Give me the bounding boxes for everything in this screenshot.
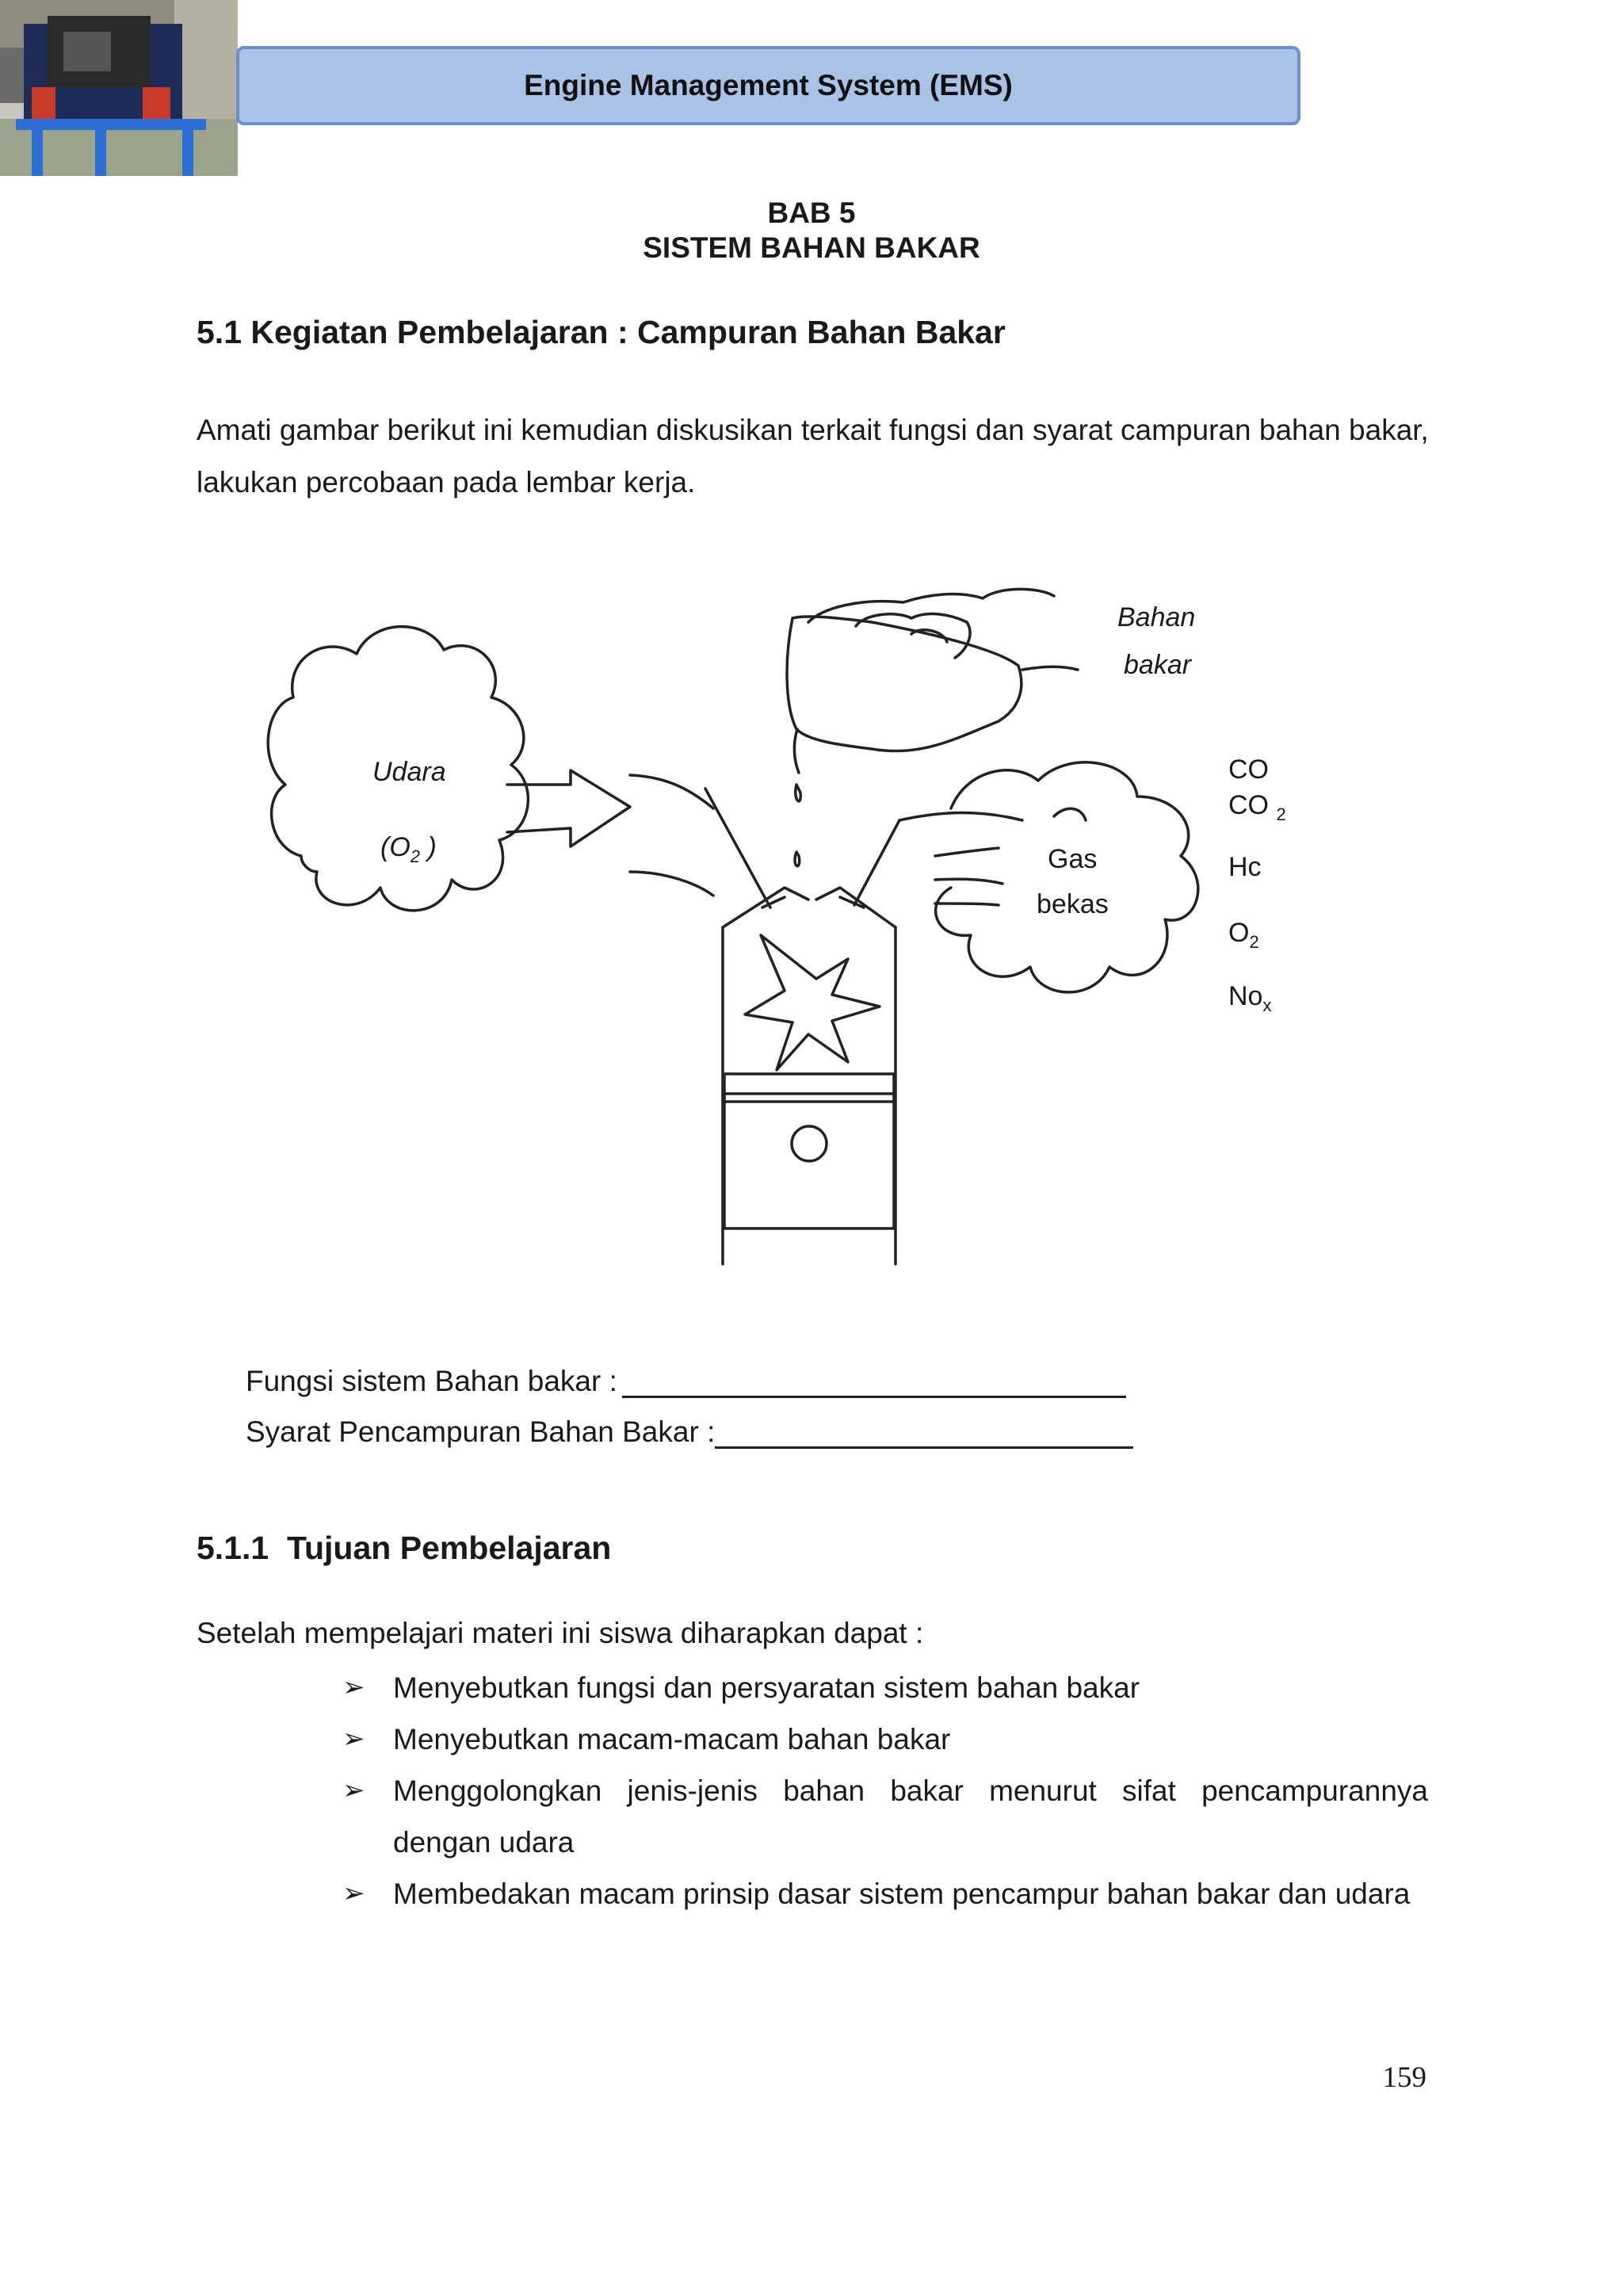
subsection-title: 5.1.1 Tujuan Pembelajaran: [197, 1530, 612, 1566]
list-item: ➢ Menyebutkan macam-macam bahan bakar: [342, 1713, 1428, 1765]
piston-pin: [792, 1126, 827, 1161]
combustion-star: [745, 935, 880, 1070]
engine-trainer-photo: [0, 0, 238, 176]
list-item: ➢ Membedakan macam prinsip dasar sistem pencampur bahan bakar dan udara: [342, 1868, 1428, 1920]
fungsi-answer-blank[interactable]: [622, 1368, 1126, 1398]
section-paragraph: Amati gambar berikut ini kemudian diskusikan terkait fungsi dan syarat campuran bahan bakar, lakukan percobaan pada lembar kerja.: [197, 414, 1429, 499]
syarat-label: Syarat Pencampuran Bahan Bakar :: [246, 1415, 716, 1448]
gas-co2: CO $_2$: [1228, 790, 1286, 824]
document-header: [236, 46, 1300, 125]
list-item: ➢ Menyebutkan fungsi dan persyaratan sistem bahan bakar: [342, 1662, 1428, 1713]
list-item: ➢ Menggolongkan jenis-jenis bahan bakar menurut sifat pencampurannya dengan udara: [342, 1765, 1428, 1868]
objectives-list: [342, 1662, 1428, 1920]
arrow-bullet-icon: ➢: [342, 1878, 365, 1908]
exhaust-cloud: [936, 762, 1198, 992]
exhaust-label-line2: bekas: [1037, 889, 1109, 919]
fuel-jug: [787, 617, 1022, 751]
arrow-bullet-icon: ➢: [342, 1724, 365, 1754]
arrow-bullet-icon: ➢: [342, 1672, 365, 1702]
arrow-bullet-icon: ➢: [342, 1775, 365, 1805]
gas-co: CO: [1228, 755, 1269, 785]
combustion-diagram: [238, 547, 1347, 1316]
fungsi-row: [246, 1365, 1126, 1398]
chapter-title: SISTEM BAHAN BAKAR: [643, 231, 980, 264]
exhaust-label-line1: Gas: [1048, 844, 1098, 874]
air-label: Udara: [372, 757, 446, 787]
fuel-label-line1: Bahan: [1117, 602, 1196, 632]
intake-valve: [705, 789, 770, 907]
gas-o2: $O_2$: [1228, 918, 1259, 952]
page-number: 159: [1382, 2061, 1426, 2094]
gas-nox: $No_x$: [1228, 981, 1272, 1015]
gas-hc: Hc: [1228, 852, 1262, 882]
piston: [724, 1074, 894, 1228]
header-title: Engine Management System (EMS): [524, 69, 1013, 101]
air-formula: ($O_2$ ): [380, 832, 437, 866]
fungsi-label: Fungsi sistem Bahan bakar :: [246, 1365, 617, 1397]
section-title: 5.1 Kegiatan Pembelajaran : Campuran Bahan Bakar: [197, 314, 1006, 350]
chapter-number: BAB 5: [767, 197, 856, 229]
fuel-label-line2: bakar: [1124, 650, 1192, 680]
fuel-stream: [794, 729, 799, 773]
syarat-row: [246, 1415, 1133, 1449]
syarat-answer-blank[interactable]: [715, 1419, 1133, 1449]
subsection-intro: Setelah mempelajari materi ini siswa diharapkan dapat :: [197, 1617, 924, 1649]
exhaust-valve: [854, 820, 899, 905]
